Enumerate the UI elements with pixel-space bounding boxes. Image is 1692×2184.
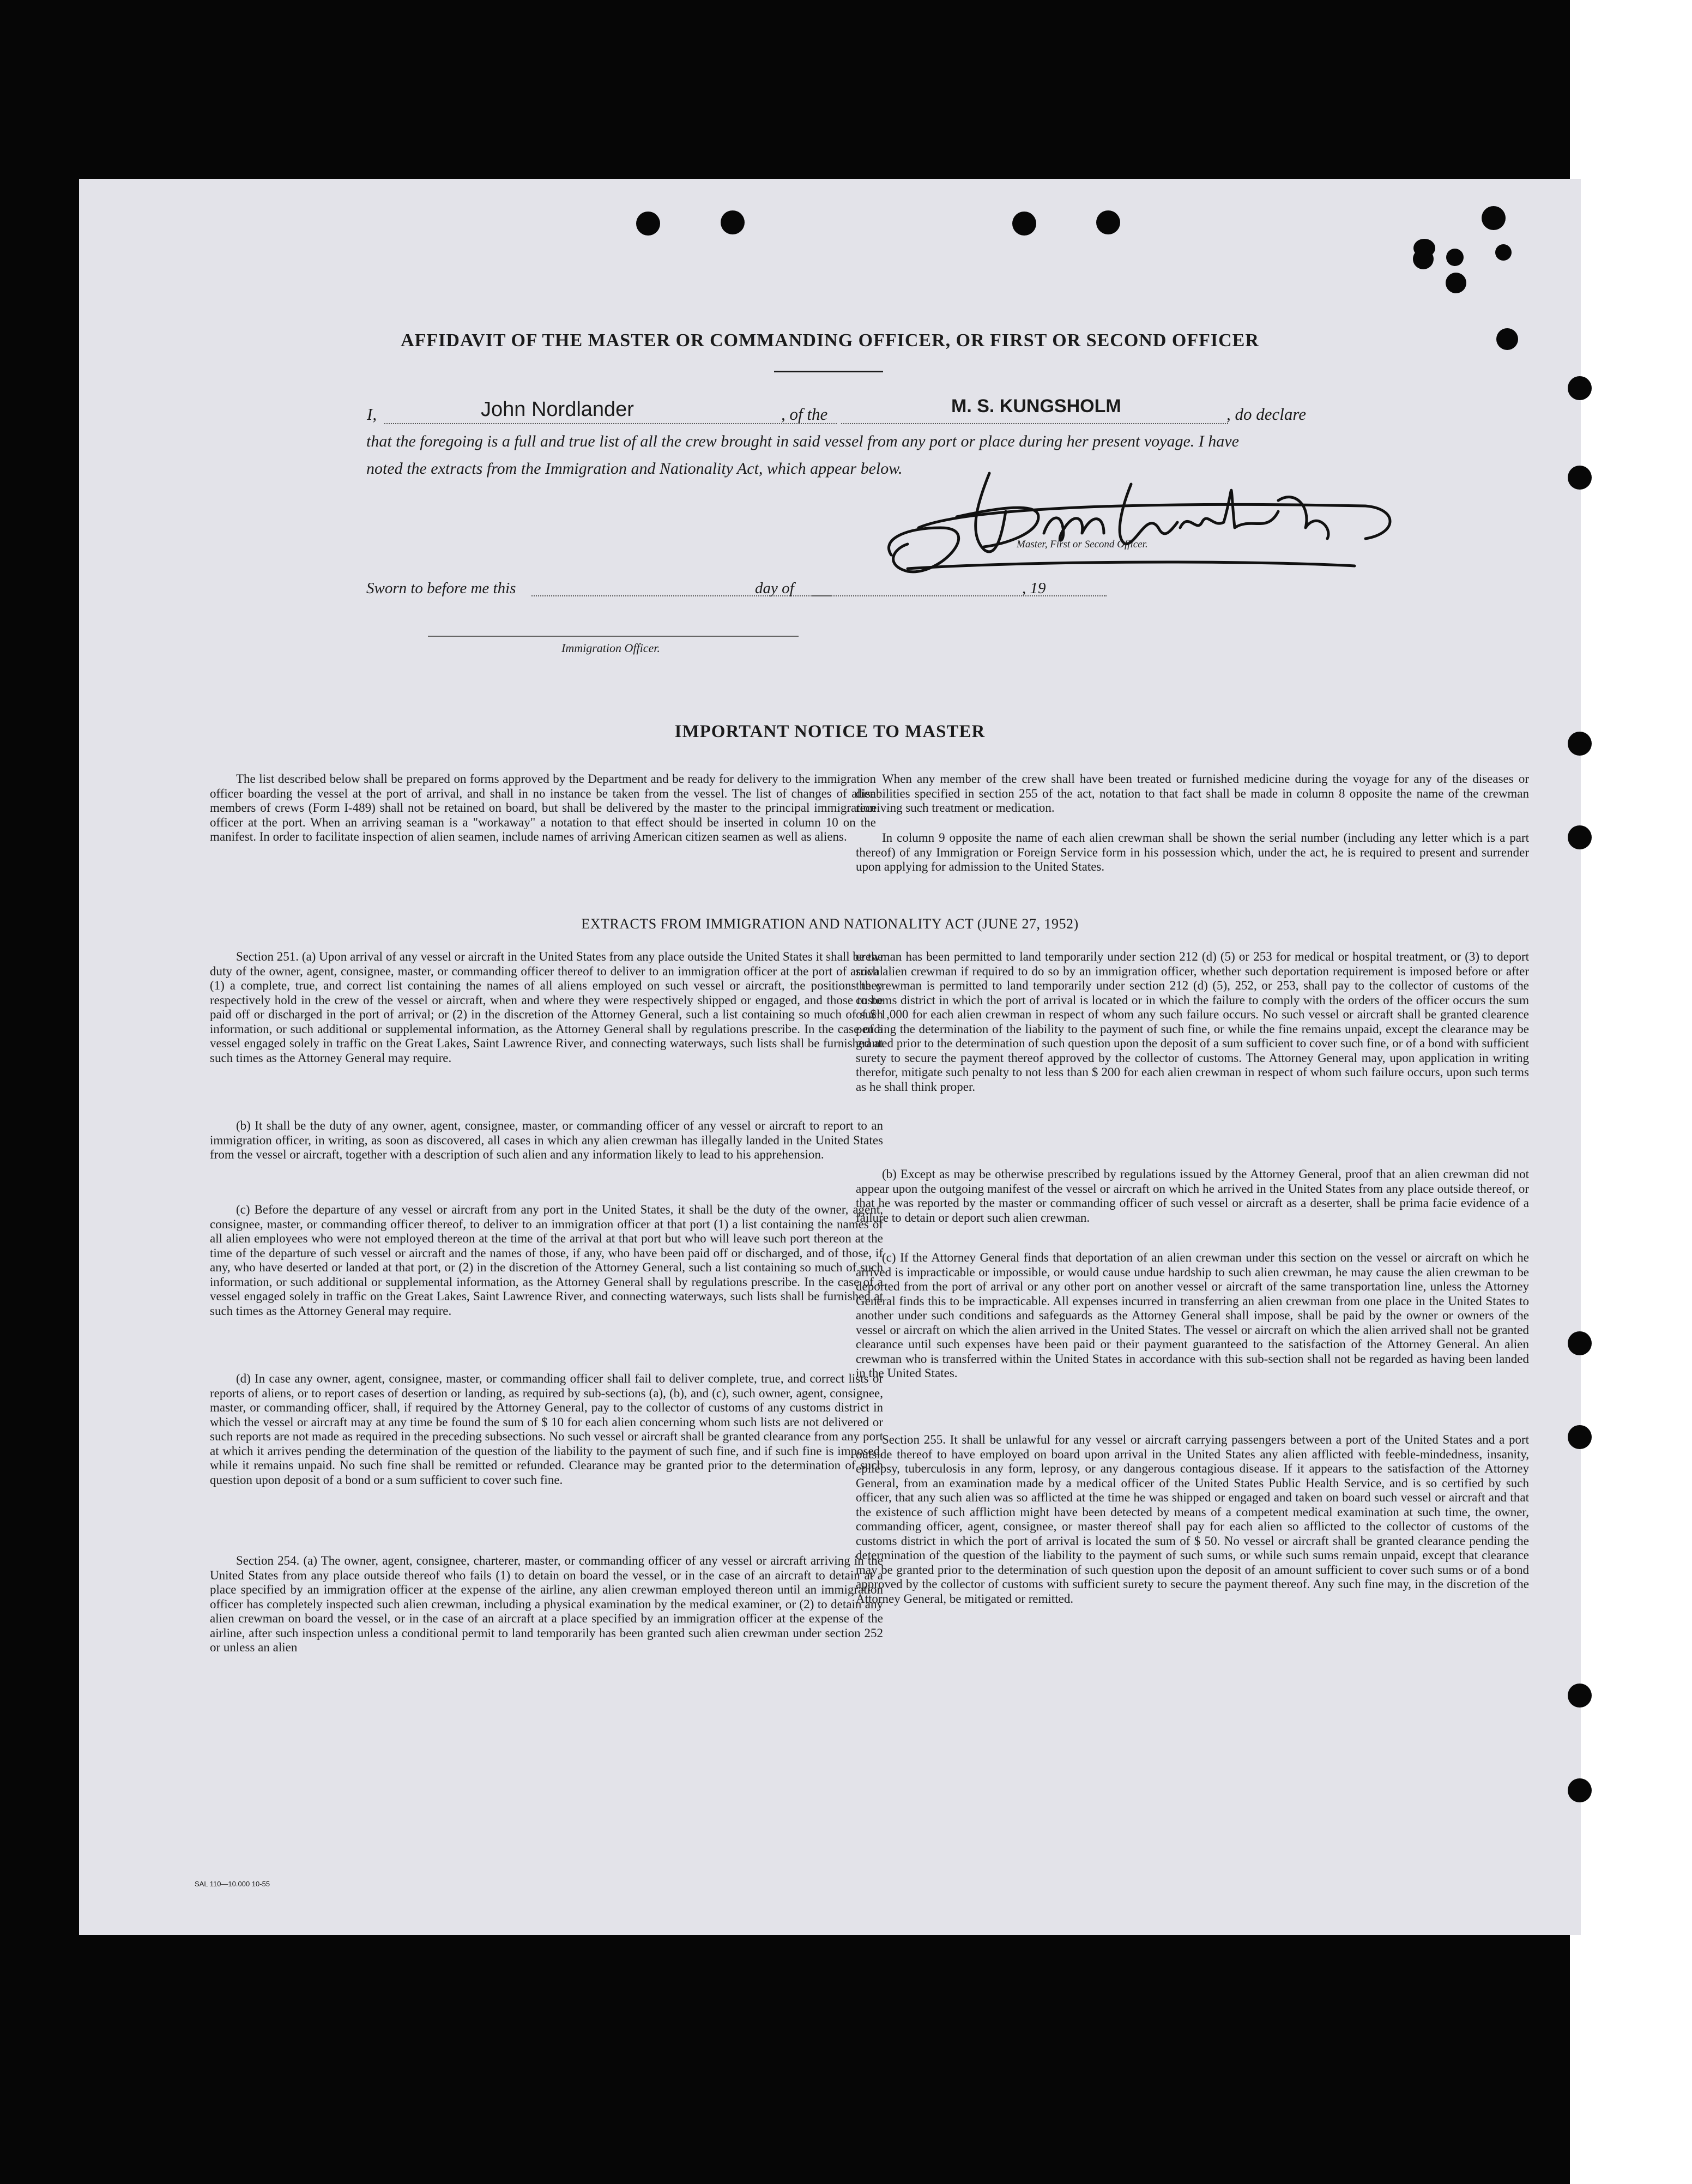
notice-title: IMPORTANT NOTICE TO MASTER [674, 722, 986, 741]
sworn-month-fill-line [812, 595, 1107, 596]
section-254-b: (b) Except as may be otherwise prescribed by regulations issued by the Attorney General, proof that an alien crewman did not appear upon the outgoing manifest of the vessel or aircraft on which he arrived in the United States from any place outside thereof, or that he was reported by the master or commanding officer of such vessel or aircraft as a deserter, shall be prima facie evidence of a failure to detain or deport such alien crewman. [856, 1167, 1529, 1224]
form-code: SAL 110—10.000 10-55 [195, 1880, 270, 1888]
scan-white-margin [1570, 0, 1692, 2184]
day-of-label: day of [755, 580, 794, 597]
punch-hole [1568, 1331, 1592, 1355]
punch-hole [1568, 1778, 1592, 1802]
notice-left-paragraph: The list described below shall be prepared on forms approved by the Department and be ready for delivery to the immigration officer boarding the vessel at the port of arrival, and shall in no instance be taken from the vessel. The list of changes of alien members of crews (Form I-489) shall not be retained on board, but shall be delivered by the master to the principal immigration officer at the port. When an arriving seaman is a "workaway" a notation to that effect should be inserted in column 10 on the manifest. In order to facilitate inspection of alien seamen, include names of arriving American citizen seamen as well as aliens. [210, 772, 876, 843]
section-251-b: (b) It shall be the duty of any owner, agent, consignee, master, or commanding officer of any vessel or aircraft to report to an immigration officer, in writing, as soon as discovered, all cases in which any alien crewman has illegally landed in the United States from the vessel or aircraft, together with a description of such alien and any information likely to lead to his apprehension. [210, 1119, 883, 1161]
punch-hole [1568, 466, 1592, 490]
punch-hole [1446, 249, 1464, 266]
section-251-c: (c) Before the departure of any vessel or aircraft from any port in the United States, it shall be the duty of the owner, agent, consignee, master, or commanding officer thereof, to deliver to an immigration officer at that port (1) a list containing the names of all alien employees who were not employed thereon at the time of the arrival at that port but who will leave such port thereon at the time of the departure of such vessel or aircraft and the names of those, if any, who have been paid off or discharged, and of those, if any, who have deserted or landed at that port, or (2) in the discretion of the Attorney General, such a list containing so much of such information, or such additional or supplemental information, as the Attorney General shall by regulations prescribe. In the case of a vessel engaged solely in traffic on the Great Lakes, Saint Lawrence River, and connecting waterways, such lists shall be furnished at such times as the Attorney General may require. [210, 1203, 883, 1318]
declaration-line-2: that the foregoing is a full and true list of all the crew brought in said vessel from any port or place during her present voyage. I have [366, 432, 1239, 450]
punch-hole [1096, 210, 1120, 234]
section-254-a: Section 254. (a) The owner, agent, consignee, charterer, master, or commanding officer of any vessel or aircraft arriving in the United States from any place outside thereof who fails (1) to detain on board the vessel, or in the case of an aircraft to detain at a place specified by an immigration officer at the expense of the airline, any alien crewman employed thereon until an immigration officer has completely inspected such alien crewman, including a physical examination by the medical examiner, or (2) to detain any alien crewman on board the vessel, or in the case of an aircraft at a place specified by an immigration officer at the expense of the airline, after such inspection unless a conditional permit to land temporarily has been granted such alien crewman under section 252 or unless an alien [210, 1554, 883, 1654]
punch-hole [1413, 249, 1434, 269]
do-declare-label: , do declare [1226, 405, 1307, 424]
notice-right-paragraph-1: When any member of the crew shall have been treated or furnished medicine during the voyage for any of the diseases or disabilities specified in section 255 of the act, notation to that fact shall be made in column 8 opposite the name of the crewman receiving such treatment or medication. [856, 772, 1529, 815]
punch-hole [1568, 825, 1592, 849]
of-the-label: , of the [781, 405, 828, 424]
master-signature [875, 451, 1420, 577]
vessel-name: M. S. KUNGSHOLM [951, 396, 1121, 417]
punch-hole [1495, 244, 1512, 261]
section-255: Section 255. It shall be unlawful for any vessel or aircraft carrying passengers between a port of the United States and a port outside thereof to have employed on board upon arrival in the United States any alien afflicted with feeble-mindedness, insanity, epilepsy, tuberculosis in any form, leprosy, or any dangerous contagious disease. If it appears to the satisfaction of the Attorney General, from an examination made by a medical officer of the United States Public Health Service, and is so certified by such officer, that any such alien was so afflicted at the time he was shipped or engaged and taken on board such vessel or aircraft and that the existence of such affliction might have been detected by means of a competent medical examination at such time, the owner, commanding officer, agent, consignee, or master thereof shall pay for each alien so afflicted to the collector of customs of the customs district in which the port of arrival is located the sum of $ 50. No vessel or aircraft shall be granted clearance pending the determination of the question of the liability to the payment of such sums, or while such sums remain unpaid, except that clearance may be granted prior to the determination of such question upon the deposit of an amount sufficient to cover such sums or of a bond approved by the collector of customs with sufficient surety to secure the payment thereof. Any such fine may, in the discretion of the Attorney General, be mitigated or remitted. [856, 1433, 1529, 1606]
section-251-d: (d) In case any owner, agent, consignee, master, or commanding officer shall fail to deliver complete, true, and correct lists or reports of aliens, or to report cases of desertion or landing, as required by sub-sections (a), (b), and (c), such owner, agent, consignee, master, or commanding officer, shall, if required by the Attorney General, pay to the collector of customs of any customs district in which the vessel or aircraft may at any time be found the sum of $ 10 for each alien concerning whom such lists are not delivered or such reports are not made as required in the preceding subsections. No such vessel or aircraft shall be granted clearance from any port at which it arrives pending the determination of the question of the liability to the payment of such fine, and if such fine is imposed, while it remains unpaid. No such fine shall be remitted or refunded. Clearance may be granted prior to the determination of such question upon deposit of a bond or a sum sufficient to cover such fine. [210, 1372, 883, 1487]
signature-caption: Master, First or Second Officer. [1017, 539, 1148, 550]
year-label: , 19 [1022, 580, 1046, 597]
section-254-a-cont: crewman has been permitted to land temporarily under section 212 (d) (5) or 253 for medical or hospital treatment, or (3) to deport such alien crewman if required to do so by an immigration officer, whether such deportation requirement is imposed before or after the crewman is permitted to land temporarily under section 212 (d) (5), 252, or 253, shall pay to the collector of customs of the customs district in which the port of arrival is located or in which the failure to comply with the orders of the officer occurs the sum of $ 1,000 for each alien crewman in respect of whom any such failure occurs. No such vessel or aircraft shall be granted clearence pending the determination of the liability to the payment of such fine, or while the fine remains unpaid, except the clearance may be granted prior to the determination of such question upon the deposit of a sum sufficient to cover such fine, or of a bond with sufficient surety to secure the payment thereof approved by the collector of customs. The Attorney General may, upon application in writing therefor, mitigate such penalty to not less than $ 200 for each alien crewman in respect of whom such failure occurs, upon such terms as he shall think proper. [856, 950, 1529, 1094]
punch-hole [636, 212, 660, 236]
affidavit-title: AFFIDAVIT OF THE MASTER OR COMMANDING OFFICER, OR FIRST OR SECOND OFFICER [401, 330, 1259, 351]
punch-hole [1568, 1684, 1592, 1708]
title-underline [774, 371, 883, 372]
master-name: John Nordlander [481, 398, 634, 421]
affidavit-page [79, 179, 1581, 1935]
immigration-officer-label: Immigration Officer. [561, 641, 660, 655]
i-label: I, [367, 405, 377, 424]
section-251-a: Section 251. (a) Upon arrival of any vessel or aircraft in the United States from any place outside the United States it shall be the duty of the owner, agent, consignee, master, or commanding officer thereof to deliver to an immigration officer at the port of arrival (1) a complete, true, and correct list containing the names of all aliens employed on such vessel or aircraft, the positions they respectively hold in the crew of the vessel or aircraft, when and where they were respectively shipped or engaged, and those to be paid off or discharged in the port of arrival; or (2) in the discretion of the Attorney General, such a list containing so much of such information, or such additional or supplemental information, as the Attorney General shall by regulations prescribe. In the case of a vessel engaged solely in traffic on the Great Lakes, Saint Lawrence River, and connecting waterways, such lists shall be furnished at such times as the Attorney General may require. [210, 950, 883, 1065]
vessel-fill-line [841, 423, 1228, 424]
sworn-label: Sworn to before me this [366, 580, 516, 597]
section-254-c: (c) If the Attorney General finds that deportation of an alien crewman under this section on the vessel or aircraft on which he arrived is impracticable or impossible, or would cause undue hardship to such alien crewman, he may cause the alien crewman to be deported from the port of arrival or any other port on another vessel or aircraft of the same transportation line, unless the Attorney General finds this to be impracticable. All expenses incurred in transferring an alien crewman from one place in the United States to another under such conditions and safeguards as the Attorney General shall impose, shall be paid by the owner or owners of the vessel or aircraft on which the alien arrived in the United States. The vessel or aircraft on which the alien arrived shall not be granted clearance until such expenses have been paid or their payment guaranteed to the satisfaction of the Attorney General. An alien crewman who is transferred within the United States in accordance with this sub-section shall not be regarded as having been landed in the United States. [856, 1251, 1529, 1380]
punch-hole [1482, 206, 1506, 230]
punch-hole [1568, 376, 1592, 400]
notice-right-paragraph-2: In column 9 opposite the name of each alien crewman shall be shown the serial number (including any letter which is a part thereof) of any Immigration or Foreign Service form in his possession which, under the act, he is required to present and surrender upon applying for admission to the United States. [856, 831, 1529, 873]
punch-hole [1012, 212, 1036, 236]
punch-hole [1568, 1425, 1592, 1449]
punch-hole [721, 210, 745, 234]
punch-hole [1446, 273, 1466, 293]
declaration-line-3: noted the extracts from the Immigration and Nationality Act, which appear below. [366, 460, 903, 478]
extracts-title: EXTRACTS FROM IMMIGRATION AND NATIONALITY ACT (JUNE 27, 1952) [581, 916, 1079, 932]
officer-signature-line [428, 636, 799, 637]
name-fill-line [384, 423, 837, 424]
